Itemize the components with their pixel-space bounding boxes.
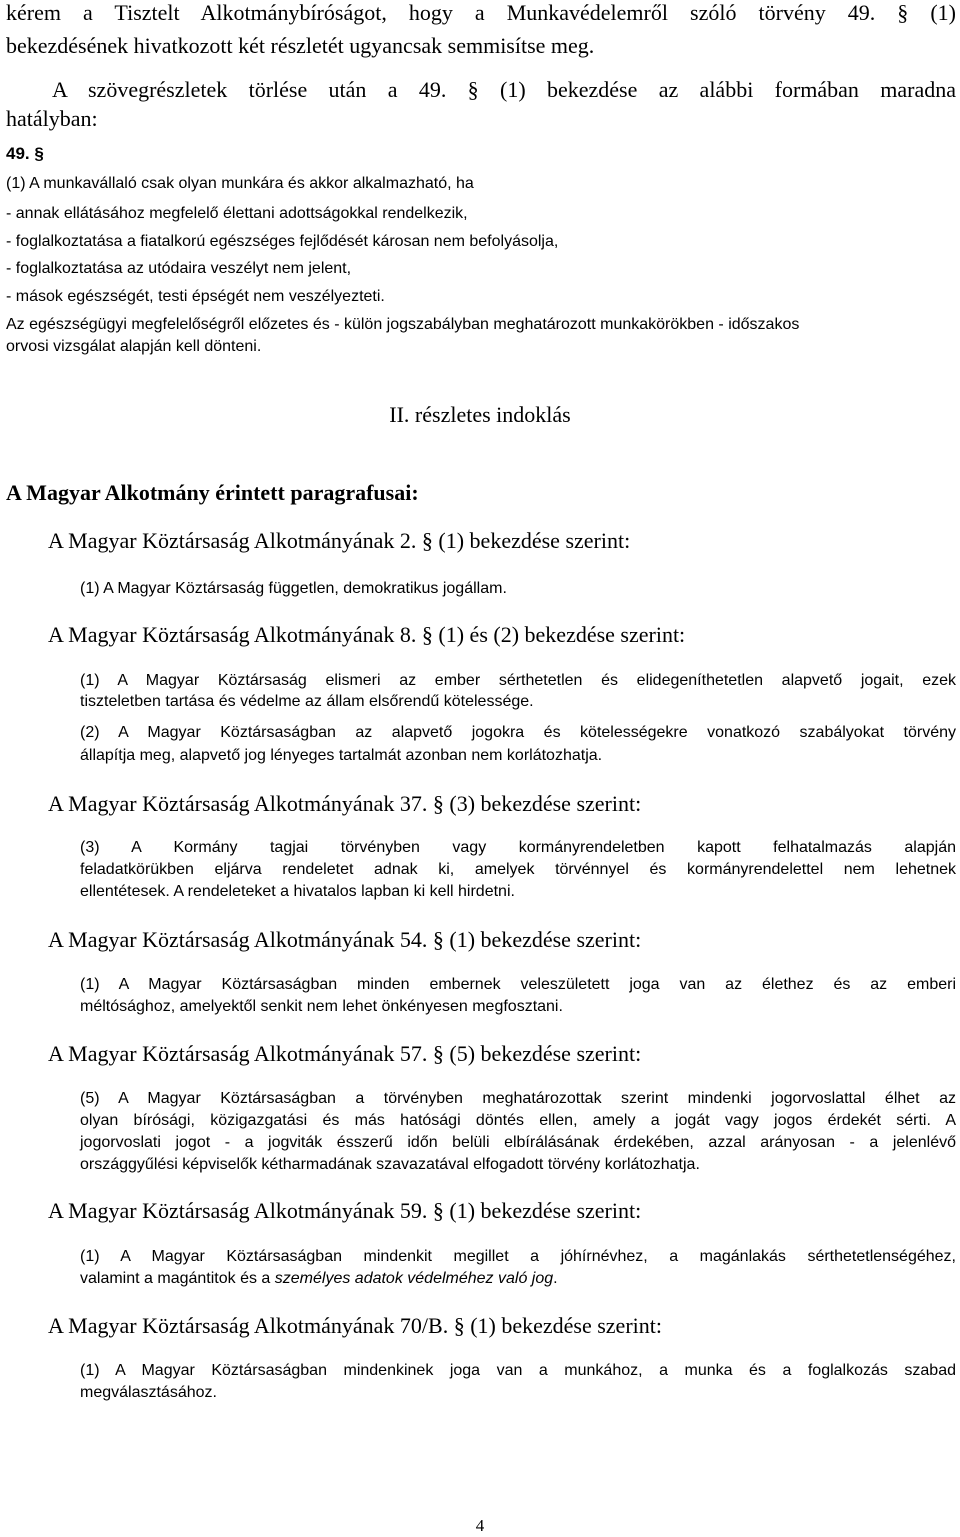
section-49-closing-line-1: Az egészségügyi megfelelőségről előzetes és - külön jogszabályban meghatározott munkakörökben - időszakos (6, 316, 800, 333)
article-70b-title: A Magyar Köztársaság Alkotmányának 70/B. § (1) bekezdése szerint: (48, 1313, 662, 1338)
section-49-line: - mások egészségét, testi épségét nem veszélyezteti. (6, 288, 385, 305)
intro-line-2: bekezdésének hivatkozott két részletét ugyancsak semmisítse meg. (6, 33, 595, 58)
article-54-line-2: méltósághoz, amelyektől senkit nem lehet önkényesen megfosztani. (80, 998, 563, 1015)
section-49-line: (1) A munkavállaló csak olyan munkára és akkor alkalmazható, ha (6, 175, 474, 192)
section-49-line: - foglalkoztatása a fiatalkorú egészséges fejlődését károsan nem befolyásolja, (6, 233, 559, 250)
article-57-line-1: (5) A Magyar Köztársaságban a törvényben meghatározottak szerint mindenki jogorvoslattal élhet az (80, 1090, 956, 1107)
article-59-line-2-end: . (553, 1270, 558, 1287)
article-70b-line-1: (1) A Magyar Köztársaságban mindenkinek joga van a munkához, a munka és a foglalkozás szabad (80, 1362, 956, 1379)
article-8-title: A Magyar Köztársaság Alkotmányának 8. § (1) és (2) bekezdése szerint: (48, 622, 686, 647)
article-57-line-2: olyan bírósági, közigazgatási és más hatósági döntés ellen, amely a jogát vagy jogos érdekét sérti. A (80, 1112, 956, 1129)
article-59-title: A Magyar Köztársaság Alkotmányának 59. § (1) bekezdése szerint: (48, 1198, 642, 1223)
article-37-line-3: ellentétesek. A rendeleteket a hivatalos lapban ki kell hirdetni. (80, 883, 515, 900)
article-37-title: A Magyar Köztársaság Alkotmányának 37. § (3) bekezdése szerint: (48, 791, 642, 816)
article-70b-line-2: megválasztásához. (80, 1384, 217, 1401)
intro-line-1: kérem a Tisztelt Alkotmánybíróságot, hogy a Munkavédelemről szóló törvény 49. § (1) (6, 0, 956, 25)
section-49-closing-line-2: orvosi vizsgálat alapján kell dönteni. (6, 338, 262, 355)
article-8-para-2-line-2: állapítja meg, alapvető jog lényeges tartalmát azonban nem korlátozhatja. (80, 747, 603, 764)
article-57-line-3: jogorvoslati jogot - a jogviták ésszerű időn belüli elbírálásának érdekében, azzal arányosan - a jelenlévő (80, 1134, 956, 1151)
intro-line-3: A szövegrészletek törlése után a 49. § (1) bekezdése az alábbi formában maradna (52, 77, 956, 102)
article-2-text: (1) A Magyar Köztársaság független, demokratikus jogállam. (80, 580, 507, 597)
section-49-number: 49. § (6, 144, 44, 163)
article-59-line-1: (1) A Magyar Köztársaságban mindenkit megillet a jóhírnévhez, a magánlakás sérthetetlenségéhez, (80, 1248, 956, 1265)
article-8-para-1-line-1: (1) A Magyar Köztársaság elismeri az ember sérthetetlen és elidegeníthetetlen alapvető jogait, ezek (80, 672, 956, 689)
article-59-line-2-plain: valamint a magántitok és a (80, 1270, 275, 1287)
article-8-para-1-line-2: tiszteletben tartása és védelme az állam elsőrendű kötelessége. (80, 693, 534, 710)
article-59-line-2 (80, 1267, 558, 1290)
article-57-title: A Magyar Köztársaság Alkotmányának 57. § (5) bekezdése szerint: (48, 1041, 642, 1066)
heading-constitution-articles: A Magyar Alkotmány érintett paragrafusai: (6, 480, 419, 505)
article-54-title: A Magyar Köztársaság Alkotmányának 54. § (1) bekezdése szerint: (48, 927, 642, 952)
article-2-title: A Magyar Köztársaság Alkotmányának 2. § (1) bekezdése szerint: (48, 528, 631, 553)
article-37-line-1: (3) A Kormány tagjai törvényben vagy kormányrendeletben kapott felhatalmazás alapján (80, 839, 956, 856)
article-37-line-2: feladatkörükben eljárva rendeletet adnak ki, amelyek törvénnyel és kormányrendelettel nem lehetnek (80, 861, 956, 878)
article-8-para-2-line-1: (2) A Magyar Köztársaságban az alapvető jogokra és kötelességekre vonatkozó szabályokat törvény (80, 724, 956, 741)
article-57-line-4: országgyűlési képviselők kétharmadának szavazatával elfogadott törvény korlátozhatja. (80, 1156, 700, 1173)
article-54-line-1: (1) A Magyar Köztársaságban minden embernek veleszületett joga van az élethez és az emberi (80, 976, 956, 993)
page-number: 4 (475, 1516, 485, 1535)
heading-detailed-justification: II. részletes indoklás (389, 402, 571, 427)
intro-line-4: hatályban: (6, 106, 98, 131)
article-59-line-2-italic: személyes adatok védelméhez való jog (274, 1270, 554, 1287)
section-49-line: - annak ellátásához megfelelő élettani adottságokkal rendelkezik, (6, 205, 468, 222)
section-49-line: - foglalkoztatása az utódaira veszélyt nem jelent, (6, 260, 352, 277)
